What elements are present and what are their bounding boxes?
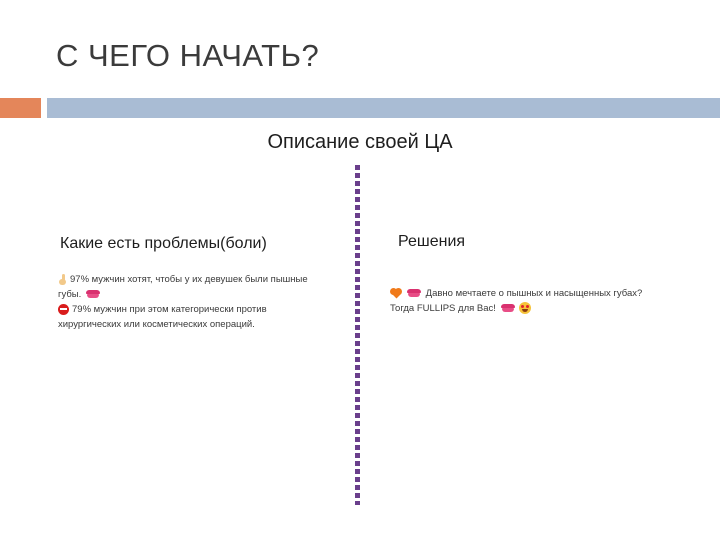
no-entry-icon — [58, 304, 69, 315]
hand-pointing-up-icon — [58, 274, 67, 285]
slide-subtitle: Описание своей ЦА — [267, 131, 453, 153]
solutions-heading: Решения — [398, 233, 466, 250]
lips-icon — [501, 304, 515, 312]
problems-text-4: хирургических или косметических операций. — [58, 319, 255, 330]
problems-post-line-1 — [58, 272, 348, 287]
slide-title: С ЧЕГО НАЧАТЬ? — [56, 38, 320, 73]
problems-post-line-2 — [58, 287, 348, 302]
orange-heart-icon — [390, 288, 402, 298]
heart-eyes-icon — [519, 302, 531, 314]
problems-text-1: 97% мужчин хотят, чтобы у их девушек были пышные — [70, 274, 308, 285]
problems-heading: Какие есть проблемы(боли) — [60, 235, 267, 252]
solutions-post — [390, 286, 660, 316]
problems-post-line-4 — [58, 317, 348, 332]
problems-post — [58, 272, 348, 332]
problems-post-line-3 — [58, 302, 348, 317]
accent-block-orange — [0, 98, 41, 118]
lips-icon — [86, 290, 100, 298]
lips-icon — [407, 289, 421, 297]
solutions-post-line-2 — [390, 301, 660, 316]
solutions-post-line-1 — [390, 286, 660, 301]
problems-text-3: 79% мужчин при этом категорически против — [72, 304, 267, 315]
accent-bar-blue — [47, 98, 720, 118]
solutions-text-2: Тогда FULLIPS для Вас! — [390, 303, 496, 314]
problems-text-2: губы. — [58, 289, 82, 300]
column-divider — [355, 165, 360, 505]
solutions-text-1: Давно мечтаете о пышных и насыщенных губах? — [425, 288, 643, 299]
